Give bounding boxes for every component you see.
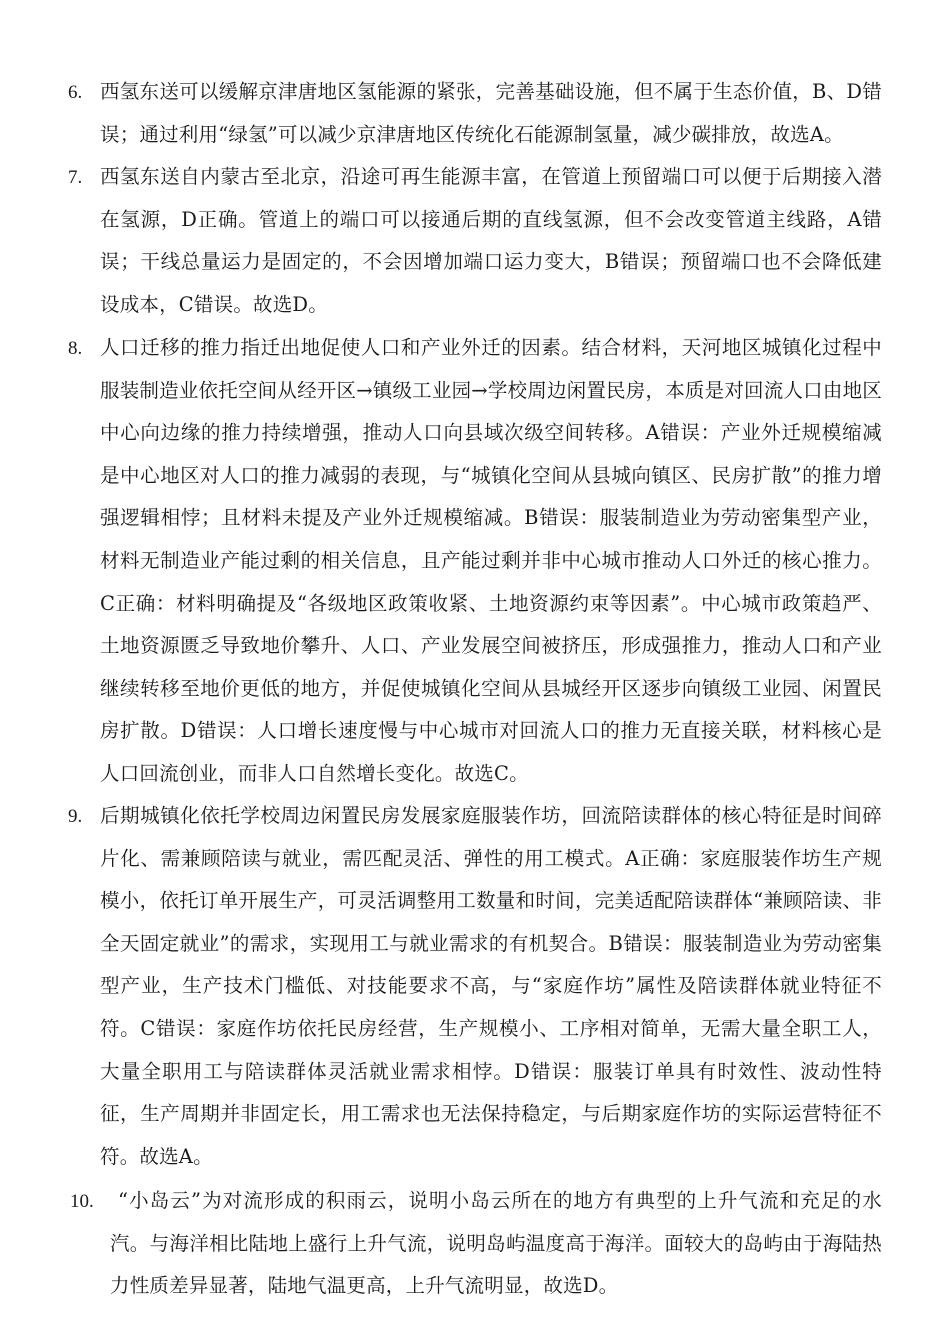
- answer-explanation: 西氢东送可以缓解京津唐地区氢能源的紧张，完善基础设施，但不属于生态价值，B、D错误；通过利用“绿氢”可以减少京津唐地区传统化石能源制氢量，减少碳排放，故选A。: [100, 80, 882, 146]
- answer-number: 6.: [68, 82, 83, 103]
- answer-number: 8.: [68, 338, 83, 359]
- answer-explanation: 后期城镇化依托学校周边闲置民房发展家庭服装作坊，回流陪读群体的核心特征是时间碎片化、需兼顾陪读与就业，需匹配灵活、弹性的用工模式。A正确：家庭服装作坊生产规模小，依托订单开展生产，可灵活调整用工数量和时间，完美适配陪读群体“兼顾陪读、非全天固定就业”的需求，实现用工与就业需求的有机契合。B错误：服装制造业为劳动密集型产业，生产技术门槛低、对技能要求不高，与“家庭作坊”属性及陪读群体就业特征不符。C错误：家庭作坊依托民房经营，生产规模小、工序相对简单，无需大量全职工人，大量全职用工与陪读群体灵活就业需求相悖。D错误：服装订单具有时效性、波动性特征，生产周期并非固定长，用工需求也无法保持稳定，与后期家庭作坊的实际运营特征不符。故选A。: [100, 804, 882, 1168]
- answer-number: 9.: [68, 806, 83, 827]
- answer-explanation: 人口迁移的推力指迁出地促使人口和产业外迁的因素。结合材料，天河地区城镇化过程中服装制造业依托空间从经开区→镇级工业园→学校周边闲置民房，本质是对回流人口由地区中心向边缘的推力持续增强，推动人口向县域次级空间转移。A错误：产业外迁规模缩减是中心地区对人口的推力减弱的表现，与“城镇化空间从县城向镇区、民房扩散”的推力增强逻辑相悖；且材料未提及产业外迁规模缩减。B错误：服装制造业为劳动密集型产业，材料无制造业产能过剩的相关信息，且产能过剩并非中心城市推动人口外迁的核心推力。C正确：材料明确提及“各级地区政策收紧、土地资源约束等因素”。中心城市政策趋严、土地资源匮乏导致地价攀升、人口、产业发展空间被挤压，形成强推力，推动人口和产业继续转移至地价更低的地方，并促使城镇化空间从县城经开区逐步向镇级工业园、闲置民房扩散。D错误：人口增长速度慢与中心城市对回流人口的推力无直接关联，材料核心是人口回流创业，而非人口自然增长变化。故选C。: [100, 336, 882, 785]
- answer-explanation: 西氢东送自内蒙古至北京，沿途可再生能源丰富，在管道上预留端口可以便于后期接入潜在氢源，D正确。管道上的端口可以接通后期的直线氢源，但不会改变管道主线路，A错误；干线总量运力是固定的，不会因增加端口运力变大，B错误；预留端口也不会降低建设成本，C错误。故选D。: [100, 165, 882, 316]
- answer-explanation: “小岛云”为对流形成的积雨云，说明小岛云所在的地方有典型的上升气流和充足的水汽。与海洋相比陆地上盛行上升气流，说明岛屿温度高于海洋。面较大的岛屿由于海陆热力性质差异显著，陆地气温更高，上升气流明显，故选D。: [110, 1189, 882, 1298]
- answer-number: 7.: [68, 167, 83, 188]
- answer-number: 10.: [70, 1191, 94, 1212]
